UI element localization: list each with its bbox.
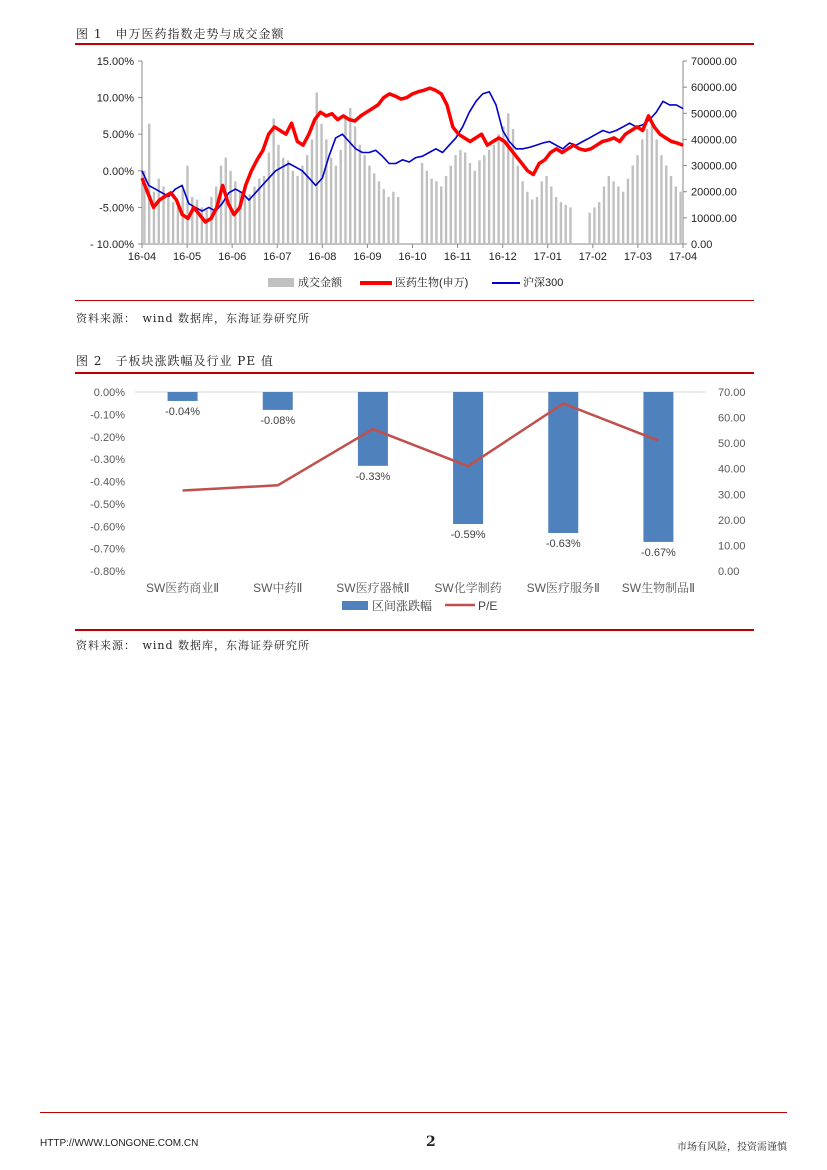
volume-bar	[306, 155, 308, 244]
left-tick-label: -0.30%	[90, 454, 125, 467]
left-tick-label: -5.00%	[99, 202, 134, 215]
legend-hs300-label: 沪深300	[523, 277, 564, 289]
volume-bar	[612, 181, 614, 244]
volume-bar	[502, 126, 504, 244]
volume-bar	[196, 200, 198, 244]
right-tick-label: 60.00	[718, 412, 746, 425]
volume-bar	[608, 176, 610, 244]
volume-bar	[617, 186, 619, 244]
volume-bar	[244, 197, 246, 244]
right-tick-label: 70000.00	[691, 56, 737, 68]
left-tick-label: -0.10%	[90, 409, 125, 422]
figure2-title: 图 2 子板块涨跌幅及行业 PE 值	[76, 354, 274, 368]
volume-bar	[588, 213, 590, 244]
volume-bar	[249, 194, 251, 244]
volume-bar	[292, 171, 294, 244]
category-label: SW医药商业Ⅱ	[145, 581, 220, 595]
volume-bar	[675, 186, 677, 244]
hs300-line	[142, 92, 683, 211]
volume-bar	[373, 173, 375, 244]
right-tick-label: 30000.00	[691, 160, 737, 173]
change-bar	[643, 392, 673, 542]
right-tick-label: 40000.00	[691, 134, 737, 147]
right-tick-label: 10000.00	[691, 212, 737, 225]
legend-pharma-label: 医药生物(申万)	[395, 277, 469, 289]
volume-bar	[474, 171, 476, 244]
volume-bar	[464, 153, 466, 245]
left-tick-label: 10.00%	[96, 92, 134, 105]
x-tick-label: 16-10	[398, 251, 427, 263]
volume-bar	[272, 119, 274, 244]
change-bar-label: -0.59%	[450, 529, 486, 542]
volume-bar	[531, 200, 533, 244]
volume-bar	[497, 134, 499, 244]
volume-bar	[339, 150, 341, 244]
volume-bar	[387, 197, 389, 244]
footer-url[interactable]: HTTP://WWW.LONGONE.COM.CN	[40, 1138, 199, 1149]
volume-bar	[655, 139, 657, 244]
x-tick-label: 16-05	[173, 251, 202, 263]
volume-bar	[565, 205, 567, 244]
volume-bar	[440, 186, 442, 244]
volume-bar	[287, 160, 289, 244]
volume-bar	[627, 179, 629, 244]
left-tick-label: 15.00%	[96, 56, 134, 68]
category-label: SW医疗器械Ⅱ	[336, 581, 410, 595]
volume-bar	[363, 155, 365, 244]
volume-bar	[330, 158, 332, 244]
volume-bar	[378, 181, 380, 244]
volume-bar	[268, 153, 270, 245]
figure2-top-rule	[75, 372, 754, 374]
chart1	[0, 50, 827, 310]
right-tick-label: 10.00	[718, 540, 746, 553]
x-tick-label: 17-03	[623, 251, 652, 263]
figure1-top-rule	[75, 43, 754, 45]
volume-bar	[201, 207, 203, 244]
x-tick-label: 17-01	[533, 251, 562, 263]
category-label: SW生物制品Ⅱ	[621, 581, 696, 595]
volume-bar	[459, 150, 461, 244]
legend-pe-label: P/E	[478, 599, 498, 613]
volume-bar	[215, 186, 217, 244]
right-tick-label: 50000.00	[691, 108, 737, 121]
volume-bar	[296, 176, 298, 244]
volume-bar	[560, 202, 562, 244]
left-tick-label: 0.00%	[93, 387, 125, 399]
figure1-source: 资料来源： wind 数据库，东海证券研究所	[76, 312, 311, 325]
volume-bar	[478, 160, 480, 244]
left-tick-label: -0.70%	[90, 543, 125, 556]
x-tick-label: 16-04	[127, 251, 157, 263]
change-bar	[168, 392, 198, 401]
left-tick-label: -0.80%	[90, 566, 125, 578]
volume-bar	[354, 126, 356, 244]
left-tick-label: -0.20%	[90, 431, 125, 444]
volume-bar	[167, 197, 169, 244]
volume-bar	[335, 166, 337, 244]
volume-bar	[622, 192, 624, 244]
volume-bar	[301, 166, 303, 244]
volume-bar	[177, 207, 179, 244]
volume-bar	[392, 192, 394, 244]
change-bar-label: -0.08%	[260, 414, 296, 427]
right-tick-label: 0.00	[718, 566, 740, 578]
volume-bar	[517, 166, 519, 244]
figure2-bottom-rule	[75, 629, 754, 631]
x-tick-label: 17-02	[578, 251, 607, 263]
legend-volume-label: 成交金额	[298, 277, 342, 289]
volume-bar	[277, 145, 279, 244]
x-tick-label: 16-08	[308, 251, 337, 263]
volume-bar	[507, 113, 509, 244]
change-bar-label: -0.63%	[545, 537, 581, 550]
x-tick-label: 16-12	[488, 251, 517, 263]
footer-risk-note: 市场有风险，投资需谨慎	[677, 1142, 787, 1153]
change-bar-label: -0.04%	[165, 405, 201, 418]
volume-bar	[651, 124, 653, 244]
volume-bar	[545, 176, 547, 244]
volume-bar	[555, 197, 557, 244]
volume-bar	[469, 163, 471, 244]
volume-bar	[641, 139, 643, 244]
pe-line	[183, 404, 659, 491]
volume-bar	[186, 166, 188, 244]
x-tick-label: 17-04	[668, 251, 698, 263]
right-tick-label: 40.00	[718, 463, 746, 476]
figure2-source: 资料来源： wind 数据库，东海证券研究所	[76, 639, 311, 652]
volume-bar	[435, 181, 437, 244]
x-tick-label: 16-09	[353, 251, 382, 263]
volume-bar	[172, 202, 174, 244]
volume-bar	[368, 166, 370, 244]
legend-volume-swatch	[268, 278, 294, 287]
figure1-bottom-rule	[75, 300, 754, 301]
volume-bar	[636, 155, 638, 244]
volume-bar	[383, 189, 385, 244]
left-tick-label: -0.60%	[90, 521, 125, 534]
volume-bar	[153, 192, 155, 244]
volume-bar	[397, 197, 399, 244]
volume-bar	[282, 158, 284, 244]
volume-bar	[493, 145, 495, 244]
volume-bar	[660, 155, 662, 244]
volume-bar	[263, 176, 265, 244]
right-tick-label: 60000.00	[691, 82, 737, 95]
volume-bar	[665, 166, 667, 244]
right-tick-label: 20.00	[718, 514, 746, 527]
chart2	[0, 380, 827, 620]
volume-bar	[359, 145, 361, 244]
change-bar	[548, 392, 578, 533]
volume-bar	[349, 108, 351, 244]
left-tick-label: -0.40%	[90, 476, 125, 489]
volume-bar	[454, 155, 456, 244]
volume-bar	[191, 197, 193, 244]
volume-bar	[311, 139, 313, 244]
page-number: 2	[426, 1134, 436, 1150]
volume-bar	[483, 155, 485, 244]
volume-bar	[603, 186, 605, 244]
volume-bar	[632, 166, 634, 244]
volume-bar	[541, 181, 543, 244]
volume-bar	[521, 181, 523, 244]
volume-bar	[158, 179, 160, 244]
volume-bar	[421, 163, 423, 244]
volume-bar	[593, 207, 595, 244]
volume-bar	[445, 176, 447, 244]
volume-bar	[205, 210, 207, 244]
volume-bar	[430, 179, 432, 244]
footer-rule	[40, 1112, 787, 1113]
x-tick-label: 16-11	[443, 251, 472, 263]
legend-change-swatch	[342, 601, 368, 610]
left-tick-label: 5.00%	[102, 129, 134, 142]
x-tick-label: 16-07	[263, 251, 292, 263]
change-bar	[263, 392, 293, 410]
volume-bar	[426, 171, 428, 244]
volume-bar	[646, 129, 648, 244]
volume-bar	[450, 166, 452, 244]
x-tick-label: 16-06	[218, 251, 247, 263]
volume-bar	[526, 192, 528, 244]
category-label: SW医疗服务Ⅱ	[526, 581, 600, 595]
right-tick-label: 20000.00	[691, 186, 737, 199]
left-tick-label: -0.50%	[90, 498, 125, 511]
change-bar-label: -0.33%	[355, 470, 391, 483]
category-label: SW化学制药	[434, 581, 502, 595]
left-tick-label: 0.00%	[102, 165, 134, 178]
volume-bar	[488, 150, 490, 244]
right-tick-label: 0.00	[691, 239, 713, 251]
volume-bar	[325, 139, 327, 244]
change-bar-label: -0.67%	[640, 546, 676, 559]
volume-bar	[679, 192, 681, 244]
right-tick-label: 30.00	[718, 489, 746, 502]
right-tick-label: 70.00	[718, 387, 746, 399]
volume-bar	[320, 124, 322, 244]
volume-bar	[670, 176, 672, 244]
left-tick-label: - 10.00%	[89, 239, 134, 251]
volume-bar	[598, 202, 600, 244]
volume-bar	[569, 207, 571, 244]
volume-bar	[550, 186, 552, 244]
right-tick-label: 50.00	[718, 438, 746, 451]
volume-bar	[536, 197, 538, 244]
category-label: SW中药Ⅱ	[253, 581, 303, 595]
figure1-title: 图 1 申万医药指数走势与成交金额	[76, 27, 285, 41]
legend-change-label: 区间涨跌幅	[372, 599, 433, 613]
